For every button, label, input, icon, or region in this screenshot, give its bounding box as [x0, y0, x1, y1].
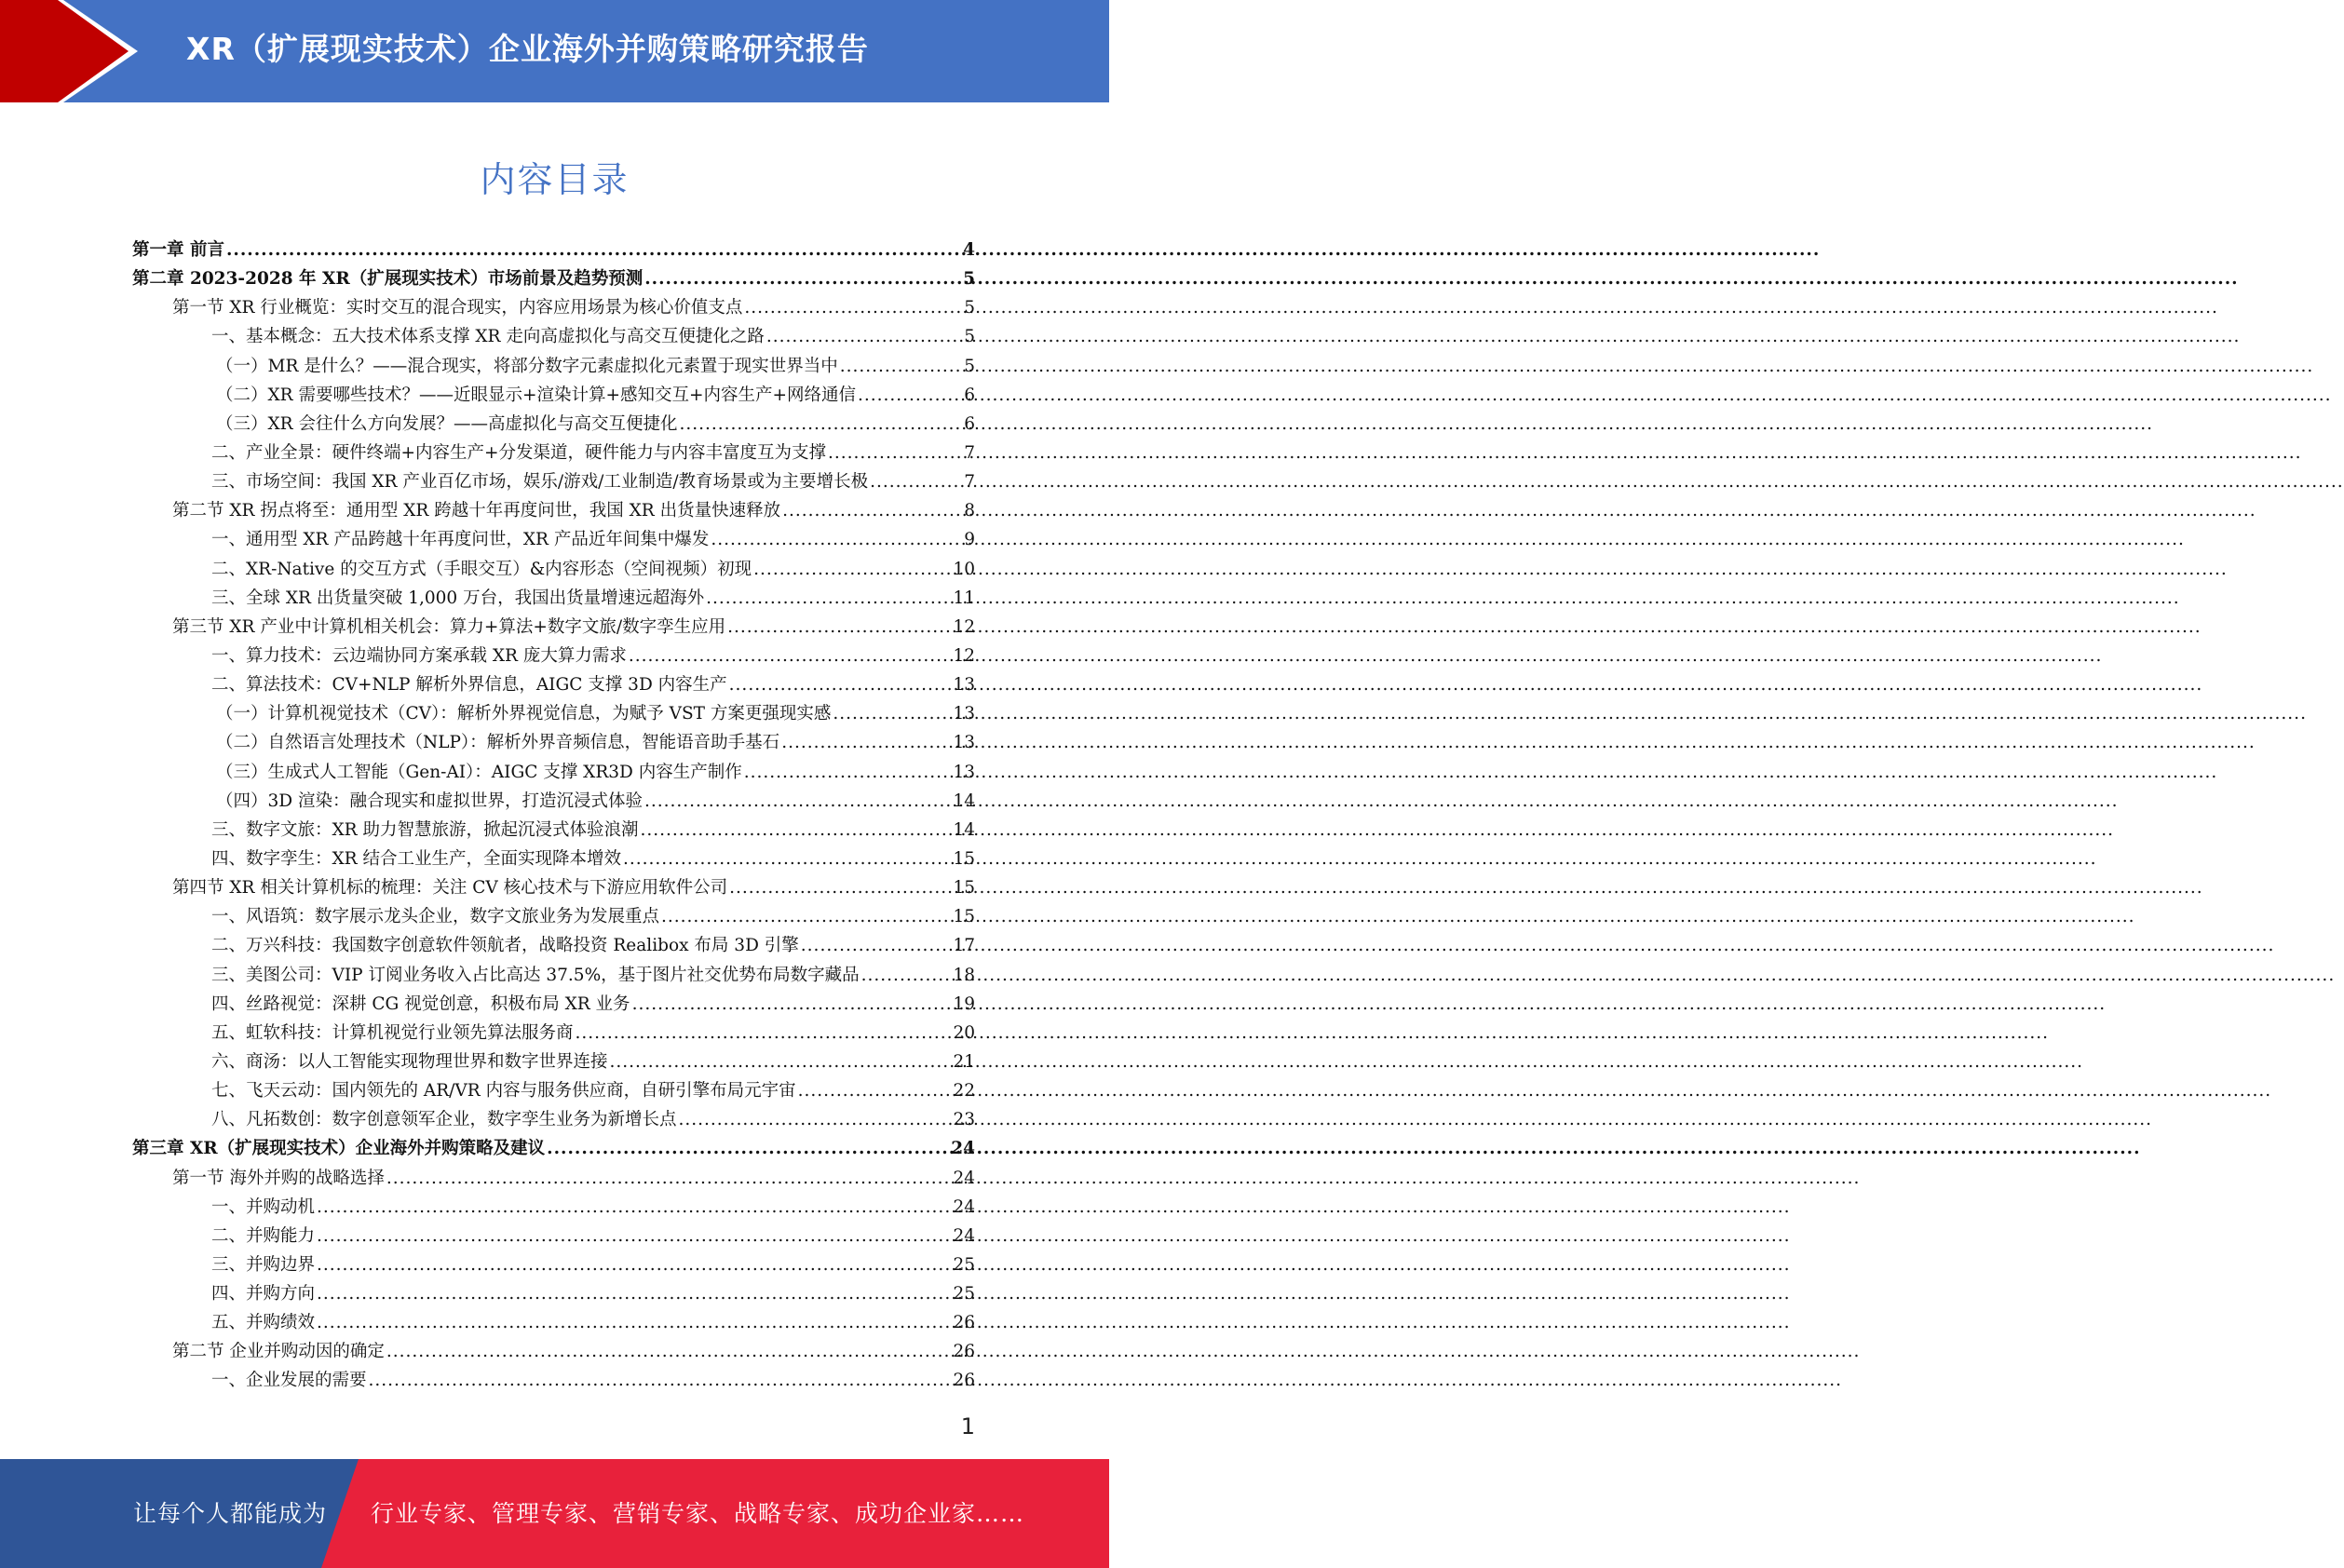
toc-entry[interactable] — [132, 670, 975, 699]
toc-dot-leader — [547, 1134, 949, 1163]
toc-entry-page: 4 — [963, 240, 975, 260]
toc-entry-label: 三、美图公司：VIP 订阅业务收入占比高达 37.5%，基于图片社交优势布局数字藏品 — [211, 965, 860, 985]
toc-entry[interactable] — [132, 613, 975, 642]
toc-entry-page: 5 — [964, 327, 975, 347]
page-number: 1 — [960, 1413, 975, 1440]
toc-entry[interactable] — [132, 787, 975, 816]
toc-entry-label: （四）3D 渲染：融合现实和虚拟世界，打造沉浸式体验 — [216, 791, 643, 811]
toc-entry[interactable] — [132, 293, 975, 322]
toc-entry-label: 第二节 企业并购动因的确定 — [172, 1342, 385, 1362]
toc-entry[interactable] — [132, 1279, 975, 1308]
toc-entry[interactable] — [132, 990, 975, 1019]
toc-dot-leader — [623, 845, 951, 873]
toc-dot-leader — [840, 352, 962, 381]
toc-entry[interactable] — [132, 1222, 975, 1250]
toc-heading: 内容目录 — [480, 159, 630, 200]
toc-entry[interactable] — [132, 1193, 975, 1222]
toc-dot-leader — [610, 1048, 952, 1076]
toc-entry-page: 24 — [953, 1168, 975, 1188]
toc-dot-leader — [386, 1164, 952, 1193]
toc-dot-leader — [317, 1279, 951, 1308]
toc-dot-leader — [629, 642, 952, 670]
toc-entry[interactable] — [132, 1164, 975, 1193]
toc-dot-leader — [386, 1337, 952, 1366]
toc-entry-page: 7 — [964, 442, 975, 463]
toc-dot-leader — [870, 467, 962, 496]
toc-entry-page: 15 — [953, 907, 975, 927]
toc-dot-leader — [706, 584, 951, 613]
toc-dot-leader — [833, 699, 951, 728]
toc-entry-label: 一、算力技术：云边端协同方案承载 XR 庞大算力需求 — [211, 645, 627, 666]
toc-entry-label: 第二章 2023-2028 年 XR（扩展现实技术）市场前景及趋势预测 — [132, 269, 644, 290]
toc-entry-page: 5 — [964, 298, 975, 318]
toc-entry-label: 二、算法技术：CV+NLP 解析外界信息，AIGC 支撑 3D 内容生产 — [211, 675, 727, 696]
toc-entry-label: 一、企业发展的需要 — [211, 1371, 367, 1391]
toc-entry[interactable] — [132, 584, 975, 613]
toc-dot-leader — [766, 322, 962, 351]
header-arrow-decoration — [0, 0, 149, 102]
footer-slogan-left: 让每个人都能成为 — [133, 1500, 328, 1527]
toc-entry-page: 5 — [964, 356, 975, 376]
toc-entry-label: 二、产业全景：硬件终端+内容生产+分发渠道，硬件能力与内容丰富度互为支撑 — [211, 442, 827, 463]
toc-dot-leader — [317, 1308, 951, 1337]
toc-entry-label: 四、丝路视觉：深耕 CG 视觉创意，积极布局 XR 业务 — [211, 994, 630, 1014]
toc-dot-leader — [317, 1222, 951, 1250]
toc-entry-label: 一、风语筑：数字展示龙头企业，数字文旅业务为发展重点 — [211, 907, 660, 927]
toc-entry-label: 二、并购能力 — [211, 1225, 316, 1246]
toc-entry-page: 13 — [953, 733, 975, 753]
toc-entry-label: 第四节 XR 相关计算机标的梳理：关注 CV 核心技术与下游应用软件公司 — [172, 878, 728, 899]
toc-entry-page: 13 — [953, 704, 975, 724]
toc-entry-page: 12 — [953, 645, 975, 666]
toc-entry[interactable] — [132, 381, 975, 410]
toc-entry-page: 9 — [964, 530, 975, 550]
toc-entry[interactable] — [132, 961, 975, 990]
toc-entry-page: 23 — [953, 1110, 975, 1130]
toc-dot-leader — [744, 758, 952, 787]
toc-entry[interactable] — [132, 410, 975, 439]
report-title: XR（扩展现实技术）企业海外并购策略研究报告 — [186, 31, 869, 67]
toc-entry-label: 三、数字文旅：XR 助力智慧旅游，掀起沉浸式体验浪潮 — [211, 819, 639, 840]
toc-entry-label: 三、市场空间：我国 XR 产业百亿市场，娱乐/游戏/工业制造/教育场景或为主要增长极 — [211, 472, 869, 493]
toc-entry-label: （二）自然语言处理技术（NLP）：解析外界音频信息，智能语音助手基石 — [216, 733, 780, 753]
toc-entry-page: 26 — [953, 1342, 975, 1362]
toc-entry[interactable] — [132, 642, 975, 670]
toc-entry[interactable] — [132, 699, 975, 728]
toc-entry-page: 12 — [953, 616, 975, 637]
toc-entry-page: 8 — [964, 501, 975, 521]
toc-entry[interactable] — [132, 352, 975, 381]
toc-entry[interactable] — [132, 496, 975, 525]
toc-dot-leader — [729, 670, 952, 699]
toc-entry-label: 三、全球 XR 出货量突破 1,000 万台，我国出货量增速远超海外 — [211, 588, 705, 608]
table-of-contents — [132, 236, 975, 1396]
toc-entry-page: 14 — [953, 791, 975, 811]
toc-entry-page: 24 — [953, 1196, 975, 1217]
toc-dot-leader — [576, 1019, 952, 1048]
toc-entry-page: 25 — [953, 1284, 975, 1304]
toc-entry[interactable] — [132, 902, 975, 931]
toc-entry-page: 11 — [953, 588, 975, 608]
toc-dot-leader — [781, 728, 951, 757]
toc-dot-leader — [679, 410, 962, 439]
toc-entry[interactable] — [132, 236, 975, 264]
toc-entry-page: 13 — [953, 675, 975, 696]
toc-dot-leader — [679, 1105, 952, 1134]
toc-entry-label: 四、并购方向 — [211, 1284, 316, 1304]
toc-entry[interactable] — [132, 1337, 975, 1366]
toc-entry[interactable] — [132, 264, 975, 293]
toc-dot-leader — [828, 439, 962, 467]
toc-entry-label: （一）计算机视觉技术（CV）：解析外界视觉信息，为赋予 VST 方案更强现实感 — [216, 704, 832, 724]
toc-dot-leader — [632, 990, 952, 1019]
toc-entry[interactable] — [132, 728, 975, 757]
toc-entry[interactable] — [132, 1308, 975, 1337]
toc-entry-page: 19 — [953, 994, 975, 1014]
toc-dot-leader — [369, 1366, 952, 1395]
toc-dot-leader — [727, 613, 951, 642]
toc-dot-leader — [640, 816, 951, 845]
toc-entry[interactable] — [132, 873, 975, 902]
toc-entry-label: 七、飞天云动：国内领先的 AR/VR 内容与服务供应商，自研引擎布局元宇宙 — [211, 1081, 796, 1102]
toc-entry-page: 5 — [963, 269, 975, 290]
toc-entry[interactable] — [132, 758, 975, 787]
toc-dot-leader — [711, 525, 962, 554]
toc-entry-page: 14 — [953, 819, 975, 840]
toc-entry-label: 一、并购动机 — [211, 1196, 316, 1217]
report-header-band — [0, 0, 1109, 102]
toc-entry-label: 第三章 XR（扩展现实技术）企业海外并购策略及建议 — [132, 1139, 546, 1159]
toc-entry-page: 18 — [953, 965, 975, 985]
toc-entry-label: 八、凡拓数创：数字创意领军企业，数字孪生业务为新增长点 — [211, 1110, 677, 1130]
toc-entry[interactable] — [132, 1048, 975, 1076]
toc-entry-page: 26 — [953, 1371, 975, 1391]
toc-entry-page: 15 — [953, 848, 975, 869]
toc-entry[interactable] — [132, 1134, 975, 1163]
toc-dot-leader — [782, 496, 962, 525]
toc-dot-leader — [798, 1076, 952, 1105]
toc-entry-page: 24 — [953, 1225, 975, 1246]
toc-entry-label: 五、并购绩效 — [211, 1313, 316, 1333]
toc-entry-label: 第三节 XR 产业中计算机相关机会：算力+算法+数字文旅/数字孪生应用 — [172, 616, 726, 637]
toc-entry-label: 二、XR-Native 的交互方式（手眼交互）&内容形态（空间视频）初现 — [211, 559, 752, 579]
toc-entry-label: 一、基本概念：五大技术体系支撑 XR 走向高虚拟化与高交互便捷化之路 — [211, 327, 765, 347]
toc-entry-page: 22 — [953, 1081, 975, 1102]
toc-entry-label: （三）生成式人工智能（Gen-AI）：AIGC 支撑 XR3D 内容生产制作 — [216, 762, 742, 782]
toc-entry-page: 10 — [953, 559, 975, 579]
toc-dot-leader — [729, 873, 951, 902]
toc-entry-label: 第一节 海外并购的战略选择 — [172, 1168, 385, 1188]
toc-entry-label: （三）XR 会往什么方向发展？——高虚拟化与高交互便捷化 — [216, 413, 678, 434]
toc-entry-label: 第一章 前言 — [132, 240, 224, 260]
toc-entry-page: 26 — [953, 1313, 975, 1333]
toc-entry[interactable] — [132, 439, 975, 467]
footer-slogan-right: 行业专家、管理专家、营销专家、战略专家、成功企业家…… — [371, 1500, 1025, 1527]
toc-entry-label: （一）MR 是什么？——混合现实，将部分数字元素虚拟化元素置于现实世界当中 — [216, 356, 838, 376]
toc-dot-leader — [317, 1250, 951, 1279]
toc-dot-leader — [317, 1193, 951, 1222]
toc-entry-label: 第二节 XR 拐点将至：通用型 XR 跨越十年再度问世，我国 XR 出货量快速释放 — [172, 501, 781, 521]
toc-entry-label: 二、万兴科技：我国数字创意软件领航者，战略投资 Realibox 布局 3D 引擎 — [211, 936, 799, 956]
toc-entry[interactable] — [132, 1105, 975, 1134]
toc-dot-leader — [226, 236, 961, 264]
toc-entry-page: 20 — [953, 1022, 975, 1043]
toc-dot-leader — [753, 555, 951, 584]
toc-entry-label: 三、并购边界 — [211, 1254, 316, 1275]
toc-entry-page: 21 — [953, 1051, 975, 1072]
toc-dot-leader — [858, 381, 962, 410]
toc-entry[interactable] — [132, 1250, 975, 1279]
toc-entry-label: 四、数字孪生：XR 结合工业生产，全面实现降本增效 — [211, 848, 621, 869]
toc-entry[interactable] — [132, 525, 975, 554]
toc-entry-label: 一、通用型 XR 产品跨越十年再度问世，XR 产品近年间集中爆发 — [211, 530, 710, 550]
toc-entry-label: 第一节 XR 行业概览：实时交互的混合现实，内容应用场景为核心价值支点 — [172, 298, 743, 318]
toc-entry-page: 17 — [953, 936, 975, 956]
toc-entry[interactable] — [132, 1366, 975, 1395]
toc-entry-label: （二）XR 需要哪些技术？——近眼显示+渲染计算+感知交互+内容生产+网络通信 — [216, 385, 856, 405]
toc-entry[interactable] — [132, 1019, 975, 1048]
toc-dot-leader — [744, 293, 962, 322]
toc-entry-page: 25 — [953, 1254, 975, 1275]
toc-entry[interactable] — [132, 1076, 975, 1105]
toc-entry-page: 6 — [964, 385, 975, 405]
toc-dot-leader — [861, 961, 952, 990]
toc-entry[interactable] — [132, 555, 975, 584]
toc-entry-label: 六、商汤：以人工智能实现物理世界和数字世界连接 — [211, 1051, 608, 1072]
toc-entry-page: 24 — [951, 1139, 975, 1159]
footer-band — [0, 1459, 1109, 1568]
toc-dot-leader — [644, 787, 951, 816]
toc-entry-label: 五、虹软科技：计算机视觉行业领先算法服务商 — [211, 1022, 574, 1043]
toc-entry[interactable] — [132, 322, 975, 351]
toc-dot-leader — [644, 264, 961, 293]
toc-entry[interactable] — [132, 467, 975, 496]
toc-dot-leader — [801, 931, 952, 960]
toc-entry[interactable] — [132, 845, 975, 873]
toc-entry-page: 13 — [953, 762, 975, 782]
toc-entry-page: 6 — [964, 413, 975, 434]
toc-entry[interactable] — [132, 931, 975, 960]
toc-dot-leader — [661, 902, 951, 931]
toc-entry[interactable] — [132, 816, 975, 845]
toc-entry-page: 7 — [964, 472, 975, 493]
toc-entry-page: 15 — [953, 878, 975, 899]
